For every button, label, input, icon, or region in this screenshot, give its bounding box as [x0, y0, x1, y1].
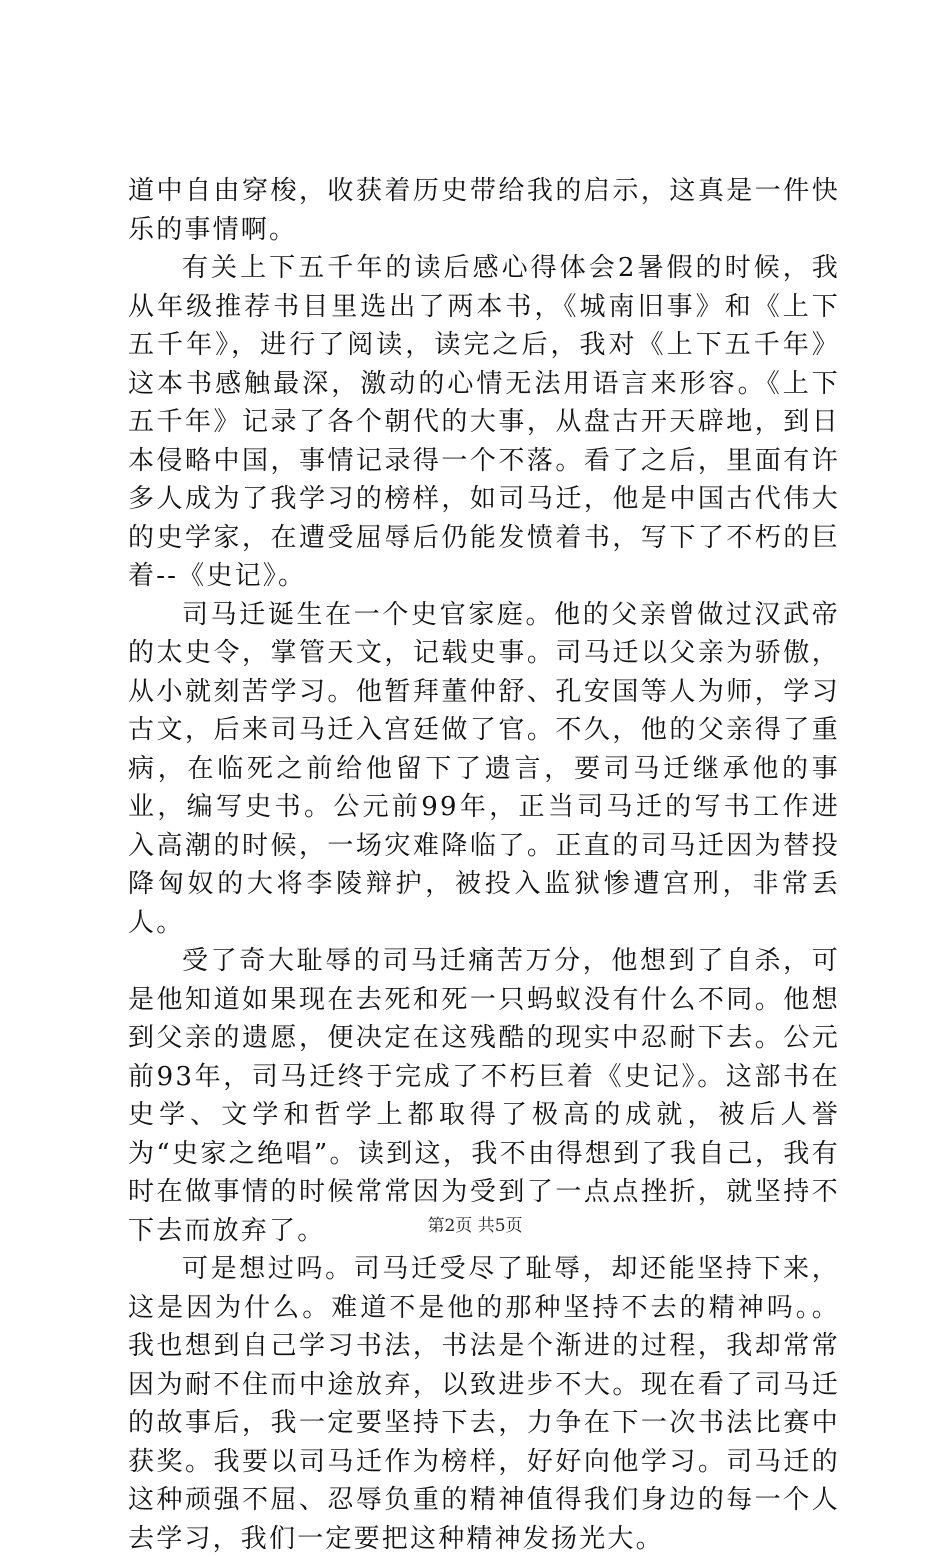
page-footer — [0, 1211, 950, 1236]
paragraph-3: 司马迁诞生在一个史官家庭。他的父亲曾做过汉武帝的太史令，掌管天文，记载史事。司马迁以父亲为骄傲，从小就刻苦学习。他暂拜董仲舒、孔安国等人为师，学习古文，后来司马迁入宫廷做了官。不久，他的父亲得了重病，在临死之前给他留下了遗言，要司马迁继承他的事业，编写史书。公元前99年，正当司马迁的写书工作进入高潮的时候，一场灾难降临了。正直的司马迁因为替投降匈奴的大将李陵辩护，被投入监狱惨遭宫刑，非常丢人。 — [128, 599, 840, 938]
document-body — [128, 172, 840, 1558]
paragraph-4: 受了奇大耻辱的司马迁痛苦万分，他想到了自杀，可是他知道如果现在去死和死一只蚂蚁没有什么不同。他想到父亲的遗愿，便决定在这残酷的现实中忍耐下去。公元前93年，司马迁终于完成了不朽巨着《史记》。这部书在史学、文学和哲学上都取得了极高的成就，被后人誉为“史家之绝唱”。读到这，我不由得想到了我自己，我有时在做事情的时候常常因为受到了一点点挫折，就坚持不下去而放弃了。 — [128, 946, 840, 1246]
paragraph-5: 可是想过吗。司马迁受尽了耻辱，却还能坚持下来，这是因为什么。难道不是他的那种坚持不去的精神吗。。我也想到自己学习书法，书法是个渐进的过程，我却常常因为耐不住而中途放弃，以致进步不大。现在看了司马迁的故事后，我一定要坚持下去，力争在下一次书法比赛中获奖。我要以司马迁作为榜样，好好向他学习。司马迁的这种顽强不屈、忍辱负重的精神值得我们身边的每一个人去学习，我们一定要把这种精神发扬光大。 — [128, 1254, 840, 1554]
paragraph-2: 有关上下五千年的读后感心得体会2暑假的时候，我从年级推荐书目里选出了两本书，《城南旧事》和《上下五千年》，进行了阅读，读完之后，我对《上下五千年》这本书感触最深，激动的心情无法用语言来形容。《上下五千年》记录了各个朝代的大事，从盘古开天辟地，到日本侵略中国，事情记录得一个不落。看了之后，里面有许多人成为了我学习的榜样，如司马迁，他是中国古代伟大的史学家，在遭受屈辱后仍能发愤着书，写下了不朽的巨着--《史记》。 — [128, 253, 840, 591]
paragraph-1: 道中自由穿梭，收获着历史带给我的启示，这真是一件快乐的事情啊。 — [128, 176, 840, 245]
page-number: 第2页 共5页 — [427, 1216, 523, 1236]
